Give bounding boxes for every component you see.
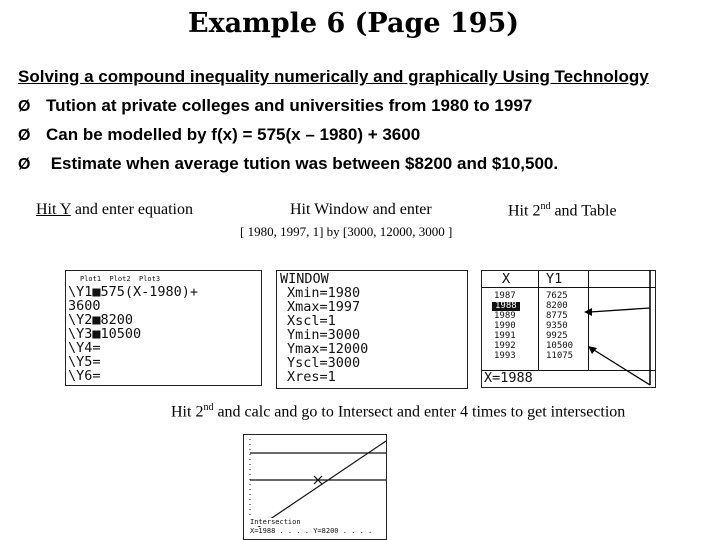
xres-line: Xres=1 — [287, 369, 336, 385]
table-cell: 8775 — [546, 311, 568, 321]
table-cell: 9350 — [546, 321, 568, 331]
y3-line: \Y3■10500 — [68, 326, 142, 342]
y1-line: \Y1■575(X-1980)+ — [68, 284, 199, 300]
annotation-arrows — [470, 262, 720, 392]
ymax-line: Ymax=12000 — [287, 341, 369, 357]
bullet-text: Estimate when average tution was between $8200 and $10,500. — [46, 154, 559, 173]
intersection-readout: X=1988 . . . . Y=8200 . . . . — [250, 527, 373, 535]
step-y-rest: and enter equation — [70, 201, 193, 218]
window-header: WINDOW — [280, 271, 329, 287]
table-col-x: X — [502, 271, 511, 287]
table-cell: 7625 — [546, 291, 568, 301]
arrow-to-10500 — [594, 350, 650, 385]
y1-line-cont: 3600 — [68, 298, 101, 314]
table-row: 1992 — [494, 341, 516, 351]
bullet-item — [18, 96, 532, 116]
xmin-line: Xmin=1980 — [287, 285, 361, 301]
arrow-bullet-icon: Ø — [18, 156, 31, 173]
arrow-bullet-icon: Ø — [18, 127, 31, 144]
y-equals-screen — [65, 270, 262, 386]
arrow-bullet-icon: Ø — [18, 98, 31, 115]
bullet-text: Can be modelled by f(x) = 575(x – 1980) + 3600 — [46, 125, 421, 144]
y4-line: \Y4= — [68, 340, 101, 356]
graph-screen — [243, 434, 387, 540]
intersection-label: Intersection — [250, 518, 301, 526]
subheading: Solving a compound inequality numerically and graphically Using Technology — [18, 67, 649, 86]
page-title: Example 6 (Page 195) — [188, 8, 520, 39]
bullet-item — [18, 154, 558, 174]
line-y1 — [254, 441, 386, 530]
table-cell: 11075 — [546, 351, 574, 361]
table-row: 1990 — [494, 321, 516, 331]
table-row: 1991 — [494, 331, 516, 341]
y6-line: \Y6= — [68, 368, 101, 384]
step-y-equation — [36, 201, 193, 219]
step-intersect: Hit 2nd and calc and go to Intersect and enter 4 times to get intersection — [171, 402, 626, 421]
window-values: [ 1980, 1997, 1] by [3000, 12000, 3000 ] — [240, 224, 453, 239]
table-row-selected: 1988 — [492, 302, 520, 311]
table-row: 1989 — [494, 311, 516, 321]
table-cell: 8200 — [546, 301, 568, 311]
bullet-text: Tution at private colleges and universities from 1980 to 1997 — [46, 96, 533, 115]
arrowhead-icon — [588, 346, 597, 354]
xmax-line: Xmax=1997 — [287, 299, 361, 315]
table-col-y1: Y1 — [546, 271, 563, 287]
window-screen — [276, 270, 468, 389]
step-window: Hit Window and enter — [290, 201, 432, 218]
y5-line: \Y5= — [68, 354, 101, 370]
table-row: 1993 — [494, 351, 516, 361]
arrow-to-8200 — [590, 308, 650, 312]
plot-header: Plot1 Plot2 Plot3 — [80, 275, 161, 283]
table-cell: 10500 — [546, 341, 574, 351]
arrowhead-icon — [584, 308, 592, 316]
xscl-line: Xscl=1 — [287, 313, 336, 329]
ymin-line: Ymin=3000 — [287, 327, 361, 343]
bullet-item — [18, 125, 420, 145]
yscl-line: Yscl=3000 — [287, 355, 361, 371]
table-footer: X=1988 — [484, 370, 533, 386]
table-cell: 9925 — [546, 331, 568, 341]
table-row: 1987 — [494, 291, 516, 301]
hit-y-link: Hit Y — [36, 201, 71, 218]
y2-line: \Y2■8200 — [68, 312, 134, 328]
step-table: Hit 2nd and Table — [508, 201, 617, 220]
